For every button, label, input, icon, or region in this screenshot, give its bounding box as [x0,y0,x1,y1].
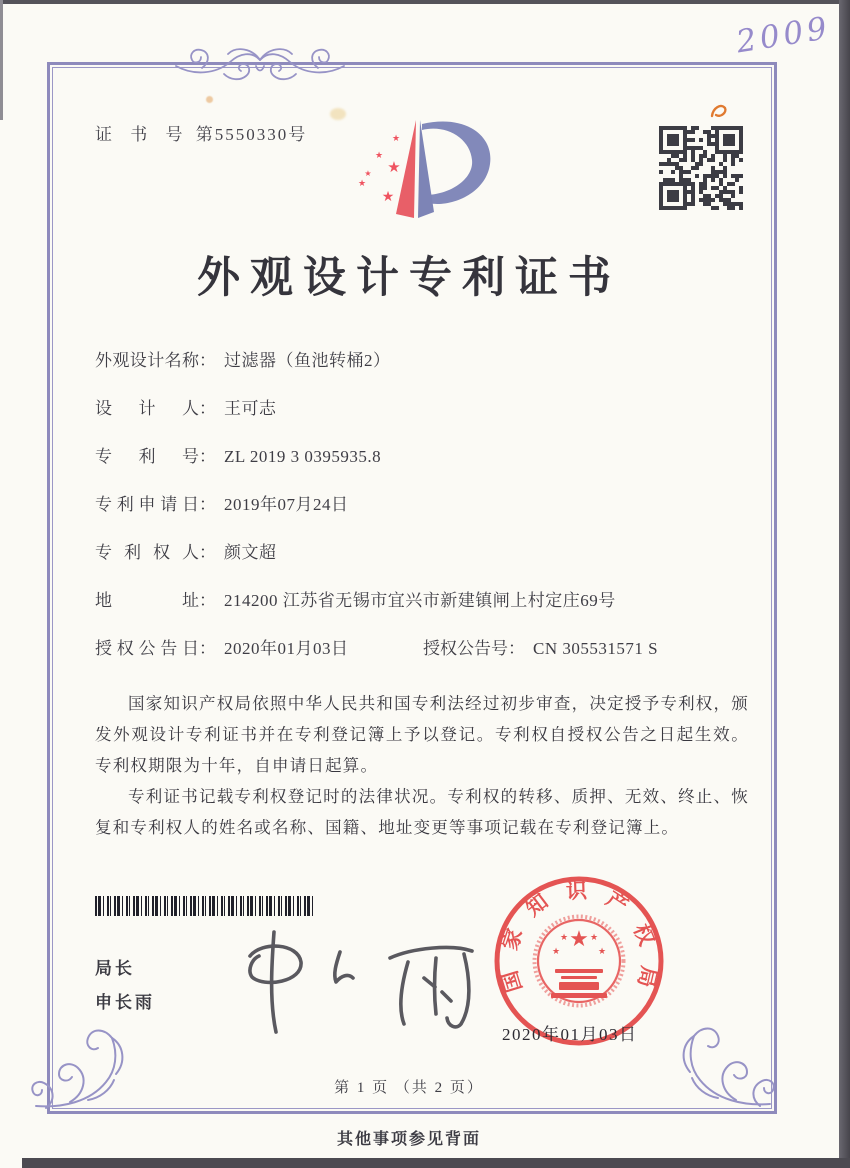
star-icon: ★ [589,932,599,942]
star-icon: ★ [387,160,401,176]
field-value: 2019年07月24日 [224,495,349,514]
certificate-number [95,120,307,145]
seal-national-emblem [551,926,607,998]
field-patentee [95,542,747,564]
star-icon: ★ [381,190,395,205]
qr-code [657,126,745,210]
colon: ： [199,495,216,514]
logo-p-bowl [422,122,490,204]
svg-text:国: 国 [497,967,527,995]
field-filing-date [95,494,747,516]
field-label: 地址 [95,591,199,610]
field-value: 过滤器（鱼池转桶2） [224,351,391,370]
star-icon: ★ [597,946,607,956]
field-address [95,590,747,612]
legal-paragraph-1: 国家知识产权局依照中华人民共和国专利法经过初步审查，决定授予专利权，颁发外观设计专利证书并在专利登记簿上予以登记。专利权自授权公告之日起生效。专利权期限为十年，自申请日起算。 [95,694,749,775]
cnipa-logo [338,108,506,236]
director-name: 申长雨 [95,993,155,1012]
field-label: 授权公告日 [95,639,199,658]
logo-blue-spire [418,120,434,218]
star-icon: ★ [551,946,561,956]
star-icon: ★ [364,169,372,178]
scan-edge-top [0,0,850,4]
colon: ： [199,399,216,418]
star-icon: ★ [391,133,401,143]
colon: ： [199,591,216,610]
svg-text:权: 权 [628,920,659,950]
field-grant-number [423,638,658,660]
field-value: CN 305531571 S [533,639,659,658]
certificate-fields [95,350,747,686]
field-label: 专利申请日 [95,495,199,514]
svg-text:产: 产 [601,886,633,919]
legal-text [95,688,749,843]
colon: ： [508,639,525,658]
field-value: 颜文超 [224,543,277,562]
field-value: 王可志 [224,399,277,418]
field-designer [95,398,747,420]
star-icon: ★ [559,932,569,942]
colon: ： [199,639,216,658]
handwritten-note: 2009 [733,9,834,61]
scan-edge-bottom [22,1158,850,1168]
field-patent-number [95,446,747,468]
svg-text:家: 家 [497,925,528,954]
star-icon: ★ [357,178,367,188]
field-label: 设计人 [95,399,199,418]
field-label: 专利权人 [95,543,199,562]
svg-text:知: 知 [521,889,553,922]
field-grant-date [95,638,747,660]
star-icon: ★ [569,926,589,951]
colon: ： [199,447,216,466]
field-label: 授权公告号 [423,639,508,658]
svg-text:识: 识 [565,878,588,904]
field-label: 外观设计名称 [95,351,199,370]
ink-mark [708,100,730,122]
scan-edge-left [0,0,3,120]
signature-handwriting [212,926,502,1044]
svg-text:局: 局 [633,963,662,990]
legal-paragraph-2: 专利证书记载专利权登记时的法律状况。专利权的转移、质押、无效、终止、恢复和专利权人的姓名或名称、国籍、地址变更等事项记载在专利登记簿上。 [95,787,749,837]
field-label: 专利号 [95,447,199,466]
back-side-note: 其他事项参见背面 [336,1131,481,1148]
field-value: ZL 2019 3 0395935.8 [224,447,382,466]
field-value: 2020年01月03日 [224,639,349,658]
scan-edge-right [839,0,850,1160]
field-value: 214200 江苏省无锡市宜兴市新建镇闸上村定庄69号 [224,591,616,610]
colon: ： [199,351,216,370]
director-title: 局长 [95,959,135,978]
certificate-number-label: 证 书 号 [95,125,190,144]
colon: ： [199,543,216,562]
star-icon: ★ [374,150,384,160]
seal-date: 2020年01月03日 [502,1025,638,1044]
page-number: 第 1 页 （共 2 页） [334,1080,484,1096]
field-design-name [95,350,747,372]
certificate-number-value: 第5550330号 [195,125,308,144]
logo-stars [358,133,401,205]
certificate-title: 外观设计专利证书 [197,255,621,302]
barcode [95,896,313,916]
